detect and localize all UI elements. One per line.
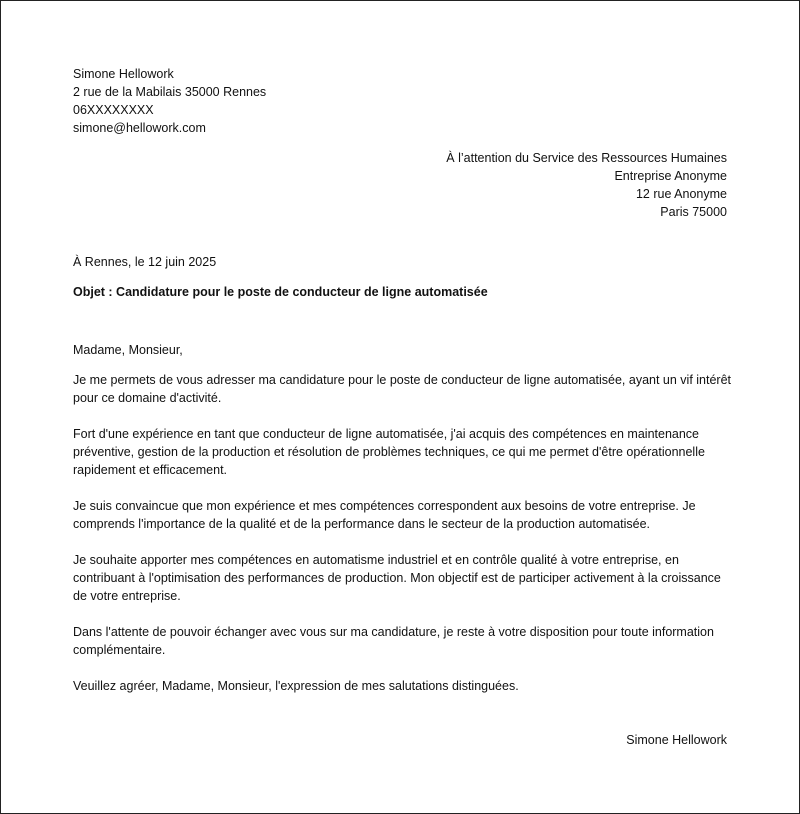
body-paragraph: Je souhaite apporter mes compétences en automatisme industriel et en contrôle qualité à votre entreprise, en contribuant à l'optimisation des performances de production. Mon objectif est de participer activement à la croissance de votre entreprise. xyxy=(73,553,721,603)
recipient-company: Entreprise Anonyme xyxy=(614,169,727,183)
letter-body xyxy=(73,341,733,713)
recipient-block xyxy=(446,149,727,221)
sender-address: 2 rue de la Mabilais 35000 Rennes xyxy=(73,85,267,99)
body-paragraph: Dans l'attente de pouvoir échanger avec vous sur ma candidature, je reste à votre disposition pour toute information complémentaire. xyxy=(73,625,714,657)
recipient-city: Paris 75000 xyxy=(660,205,727,219)
letter-greeting: Madame, Monsieur, xyxy=(73,343,183,357)
closing-paragraph: Veuillez agréer, Madame, Monsieur, l'expression de mes salutations distinguées. xyxy=(73,679,519,693)
sender-email: simone@hellowork.com xyxy=(73,121,206,135)
body-paragraph: Je me permets de vous adresser ma candidature pour le poste de conducteur de ligne automatisée, ayant un vif intérêt pour ce domaine d'activité. xyxy=(73,373,732,405)
sender-block xyxy=(73,65,266,137)
recipient-street: 12 rue Anonyme xyxy=(635,187,727,201)
signature: Simone Hellowork xyxy=(626,733,727,747)
body-paragraph: Fort d'une expérience en tant que conducteur de ligne automatisée, j'ai acquis des compétences en maintenance préventive, gestion de la production et résolution de problèmes techniques, ce qui me permet d'être opérationnelle rapidement et efficacement. xyxy=(73,427,705,477)
sender-phone: 06XXXXXXXX xyxy=(73,103,154,117)
recipient-attention: À l’attention du Service des Ressources Humaines xyxy=(446,151,727,165)
body-paragraph: Je suis convaincue que mon expérience et mes compétences correspondent aux besoins de votre entreprise. Je comprends l'importance de la qualité et de la performance dans le secteur de la production automatisée. xyxy=(73,499,696,531)
letter-subject: Objet : Candidature pour le poste de conducteur de ligne automatisée xyxy=(73,285,488,299)
sender-name: Simone Hellowork xyxy=(73,67,174,81)
letter-date: À Rennes, le 12 juin 2025 xyxy=(73,255,217,269)
